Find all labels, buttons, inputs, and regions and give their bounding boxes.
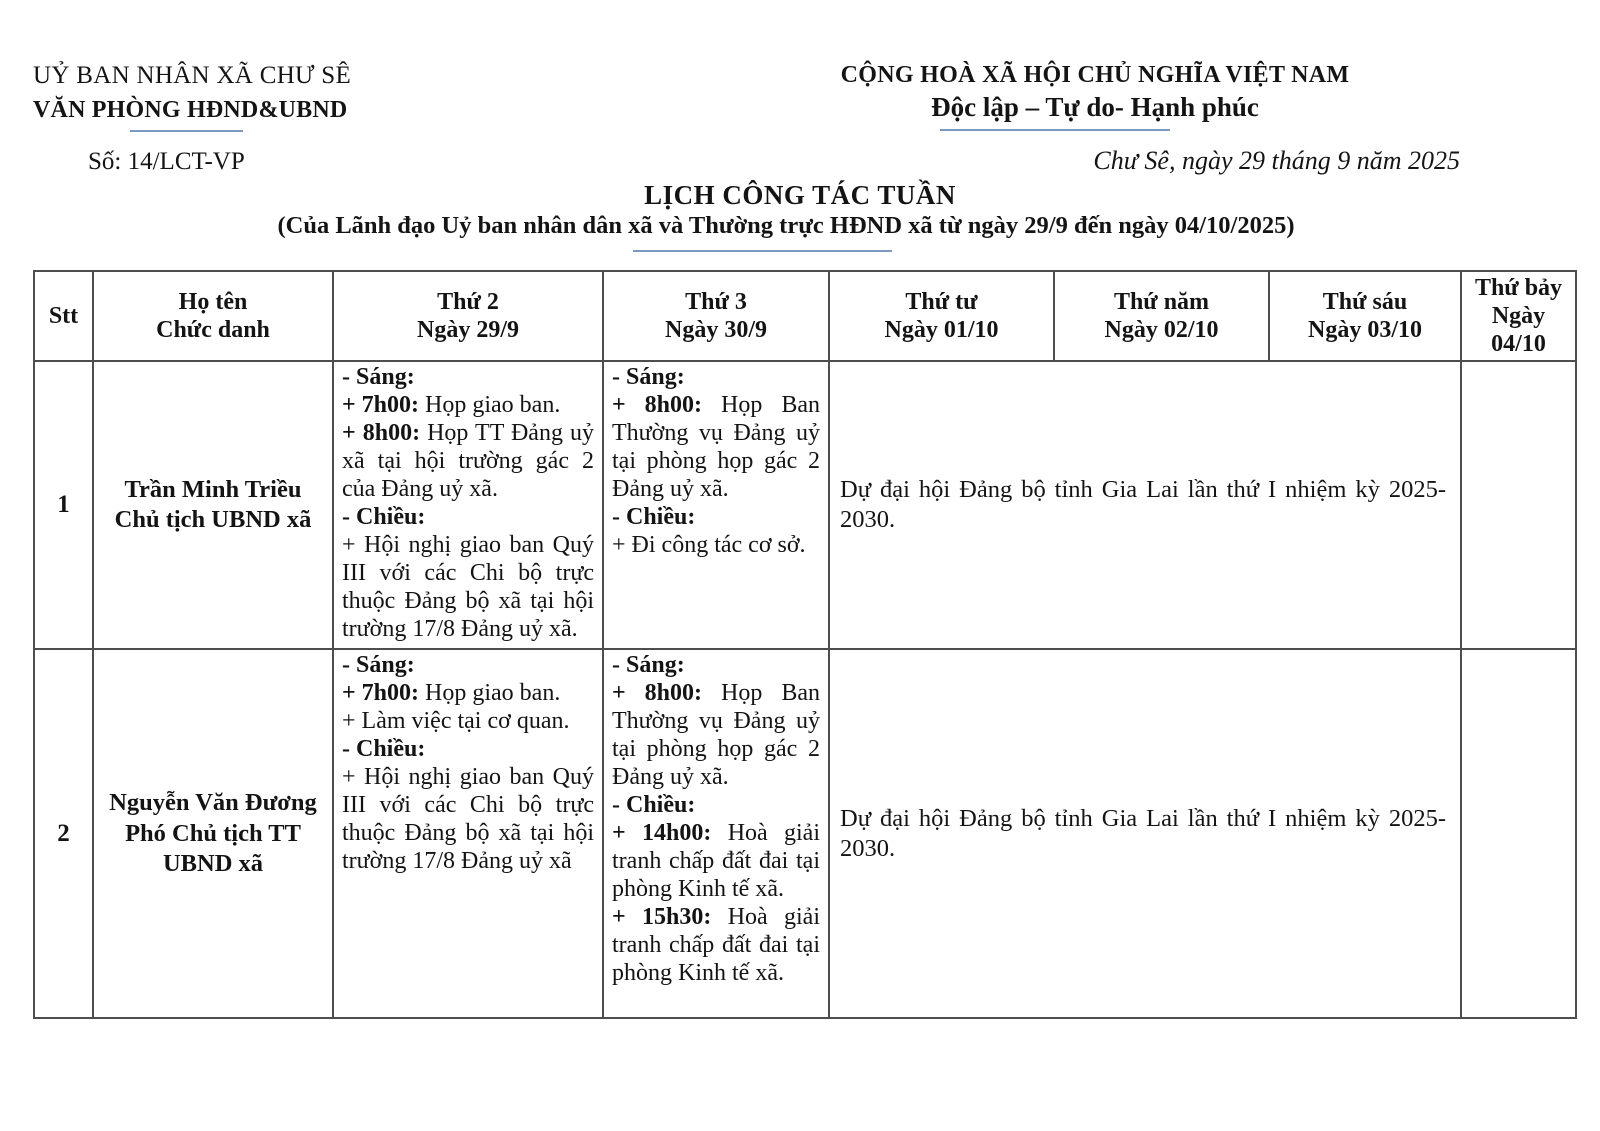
row1-name-title: Trần Minh Triều Chủ tịch UBND xã [93,361,333,649]
row2-wed-to-fri-cell: Dự đại hội Đảng bộ tỉnh Gia Lai lần thứ I nhiệm kỳ 2025-2030. [829,649,1461,1018]
place-and-date: Chư Sê, ngày 29 tháng 9 năm 2025 [1093,146,1460,175]
column-header-saturday: Thứ bảy Ngày 04/10 [1461,271,1576,361]
row2-monday-cell: - Sáng: + 7h00: Họp giao ban. + Làm việc tại cơ quan. - Chiều: + Hội nghị giao ban Quý III với các Chi bộ trực thuộc Đảng bộ xã tại hội trường 17/8 Đảng uỷ xã [333,649,603,1018]
row1-wed-to-fri-cell: Dự đại hội Đảng bộ tỉnh Gia Lai lần thứ I nhiệm kỳ 2025-2030. [829,361,1461,649]
row2-tuesday-cell: - Sáng: + 8h00: Họp Ban Thường vụ Đảng uỷ tại phòng họp gác 2 Đảng uỷ xã. - Chiều: + 14h00: Hoà giải tranh chấp đất đai tại phòng Kinh tế xã. + 15h30: Hoà giải tranh chấp đất đai tại phòng Kinh tế xã. [603,649,829,1018]
doc-title: LỊCH CÔNG TÁC TUẦN [644,180,956,210]
schedule-row-2 [34,649,1576,1018]
motto-underline [940,129,1170,131]
column-header-wednesday: Thứ tư Ngày 01/10 [829,271,1054,361]
national-motto: Độc lập – Tự do- Hạnh phúc [931,92,1259,122]
doc-number: Số: 14/LCT-VP [88,148,245,175]
row2-name-title: Nguyễn Văn Đương Phó Chủ tịch TT UBND xã [93,649,333,1018]
column-header-thursday: Thứ năm Ngày 02/10 [1054,271,1269,361]
column-header-monday: Thứ 2 Ngày 29/9 [333,271,603,361]
row2-saturday-cell [1461,649,1576,1018]
row2-stt: 2 [34,649,93,1018]
office-name-underline [130,130,243,132]
column-header-tuesday: Thứ 3 Ngày 30/9 [603,271,829,361]
issuing-office-name: VĂN PHÒNG HĐND&UBND [33,97,348,123]
column-header-stt: Stt [34,271,93,361]
schedule-table [33,270,1577,1019]
column-header-friday: Thứ sáu Ngày 03/10 [1269,271,1461,361]
national-header-block [795,62,1395,131]
row1-tuesday-cell: - Sáng: + 8h00: Họp Ban Thường vụ Đảng uỷ tại phòng họp gác 2 Đảng uỷ xã. - Chiều: + Đi công tác cơ sở. [603,361,829,649]
doc-subtitle: (Của Lãnh đạo Uỷ ban nhân dân xã và Thường trực HĐND xã từ ngày 29/9 đến ngày 04/10/2025) [277,212,1295,239]
row1-stt: 1 [34,361,93,649]
national-name: CỘNG HOÀ XÃ HỘI CHỦ NGHĨA VIỆT NAM [840,62,1350,88]
schedule-row-1 [34,361,1576,649]
issuing-org-name: UỶ BAN NHÂN XÃ CHƯ SÊ [33,62,352,89]
row1-monday-cell: - Sáng: + 7h00: Họp giao ban. + 8h00: Họp TT Đảng uỷ xã tại hội trường gác 2 của Đảng uỷ xã. - Chiều: + Hội nghị giao ban Quý III với các Chi bộ trực thuộc Đảng bộ xã tại hội trường 17/8 Đảng uỷ xã. [333,361,603,649]
issuing-org-block [33,62,351,132]
column-header-name: Họ tên Chức danh [93,271,333,361]
subtitle-underline [633,250,892,252]
row1-saturday-cell [1461,361,1576,649]
table-header-row [34,271,1576,361]
